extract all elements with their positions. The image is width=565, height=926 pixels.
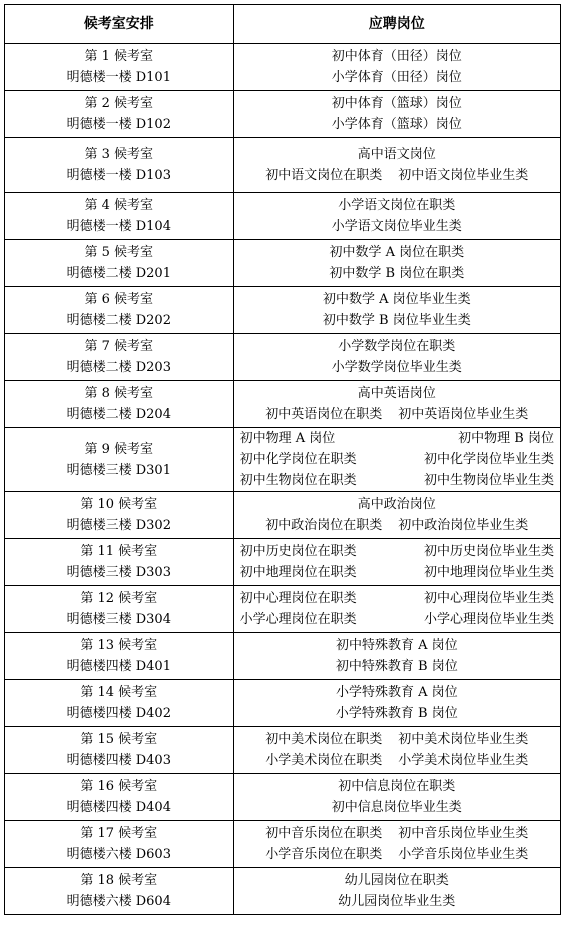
position-line <box>234 383 560 404</box>
position-item: 初中历史岗位在职类 <box>239 544 357 559</box>
position-line <box>234 494 560 515</box>
position-item: 初中心理岗位在职类 <box>239 591 357 606</box>
position-line <box>234 823 560 844</box>
position-line <box>234 357 560 378</box>
position-item: 初中生物岗位毕业生类 <box>423 473 554 488</box>
position-line <box>234 682 560 703</box>
position-item: 小学心理岗位毕业生类 <box>423 612 554 627</box>
room-cell <box>5 334 234 381</box>
position-line <box>234 729 560 750</box>
position-line <box>234 93 560 114</box>
room-location: 明德楼二楼 D203 <box>66 360 171 375</box>
position-item: 幼儿园岗位在职类 <box>344 873 449 888</box>
position-cell <box>233 193 560 240</box>
position-item: 小学数学岗位在职类 <box>338 339 456 354</box>
room-name: 第 17 候考室 <box>80 826 158 841</box>
position-item: 小学美术岗位在职类 <box>265 753 383 768</box>
room-location: 明德楼三楼 D301 <box>66 462 171 478</box>
room-name: 第 7 候考室 <box>84 339 154 354</box>
position-item: 初中数学 A 岗位毕业生类 <box>322 292 471 307</box>
position-cell <box>233 240 560 287</box>
position-cell <box>233 586 560 633</box>
room-cell <box>5 586 234 633</box>
room-location: 明德楼一楼 D104 <box>66 219 171 234</box>
position-cell <box>233 287 560 334</box>
position-cell <box>233 774 560 821</box>
table-row <box>5 334 561 381</box>
position-line <box>234 635 560 656</box>
room-cell <box>5 138 234 193</box>
position-cell <box>233 381 560 428</box>
position-cell <box>233 428 560 492</box>
position-line <box>234 144 560 165</box>
position-cell <box>233 492 560 539</box>
position-item: 初中化学岗位毕业生类 <box>423 452 554 467</box>
room-location: 明德楼一楼 D101 <box>66 70 171 85</box>
table-row <box>5 633 561 680</box>
position-item: 初中物理 B 岗位 <box>458 431 554 446</box>
position-cell <box>233 138 560 193</box>
position-cell <box>233 334 560 381</box>
position-item: 初中数学 A 岗位在职类 <box>329 245 465 260</box>
position-item: 小学语文岗位毕业生类 <box>331 219 462 234</box>
room-name: 第 6 候考室 <box>84 292 154 307</box>
room-cell <box>5 868 234 915</box>
room-cell <box>5 774 234 821</box>
position-item: 高中语文岗位 <box>357 147 436 162</box>
room-cell <box>5 44 234 91</box>
position-line <box>234 165 560 186</box>
position-line <box>234 844 560 865</box>
position-item: 初中特殊教育 A 岗位 <box>335 638 458 653</box>
position-item: 初中政治岗位在职类 <box>265 518 383 533</box>
position-item: 初中物理 A 岗位 <box>239 431 336 446</box>
position-item: 初中语文岗位在职类 <box>265 168 383 183</box>
room-cell <box>5 287 234 334</box>
room-cell <box>5 821 234 868</box>
table-row <box>5 240 561 287</box>
position-line <box>234 114 560 135</box>
position-item: 小学美术岗位毕业生类 <box>398 753 529 768</box>
table-row <box>5 381 561 428</box>
position-cell <box>233 44 560 91</box>
table-row <box>5 44 561 91</box>
room-location: 明德楼四楼 D401 <box>66 659 171 674</box>
table-row <box>5 193 561 240</box>
table-row <box>5 428 561 492</box>
header-row <box>5 5 561 44</box>
table-row <box>5 287 561 334</box>
room-name: 第 14 候考室 <box>80 685 158 700</box>
position-item: 初中信息岗位在职类 <box>338 779 456 794</box>
position-item: 初中数学 B 岗位在职类 <box>329 266 465 281</box>
table-row <box>5 821 561 868</box>
room-name: 第 5 候考室 <box>84 245 154 260</box>
room-name: 第 4 候考室 <box>84 198 154 213</box>
position-item: 幼儿园岗位毕业生类 <box>338 894 456 909</box>
table-row <box>5 586 561 633</box>
position-item: 初中心理岗位毕业生类 <box>423 591 554 606</box>
room-location: 明德楼一楼 D103 <box>66 168 171 183</box>
room-cell <box>5 633 234 680</box>
room-cell <box>5 240 234 287</box>
position-cell <box>233 727 560 774</box>
table-body <box>5 44 561 915</box>
room-name: 第 2 候考室 <box>84 96 154 111</box>
room-location: 明德楼四楼 D403 <box>66 753 171 768</box>
header-room: 候考室安排 <box>5 5 234 44</box>
position-line <box>234 588 560 609</box>
position-item: 初中美术岗位在职类 <box>265 732 383 747</box>
table-row <box>5 138 561 193</box>
position-item: 初中数学 B 岗位毕业生类 <box>322 313 471 328</box>
room-name: 第 3 候考室 <box>84 147 154 162</box>
position-item: 初中地理岗位毕业生类 <box>423 565 554 580</box>
position-line <box>234 703 560 724</box>
position-cell <box>233 91 560 138</box>
position-item: 小学音乐岗位在职类 <box>265 847 383 862</box>
position-line <box>234 541 560 562</box>
room-location: 明德楼四楼 D404 <box>66 800 171 815</box>
position-line <box>234 656 560 677</box>
position-item: 初中历史岗位毕业生类 <box>423 544 554 559</box>
position-item: 初中音乐岗位在职类 <box>265 826 383 841</box>
position-item: 小学语文岗位在职类 <box>338 198 456 213</box>
position-line <box>234 609 560 630</box>
waiting-room-table <box>4 4 561 915</box>
room-cell <box>5 91 234 138</box>
position-line <box>234 470 560 491</box>
room-name: 第 16 候考室 <box>80 779 158 794</box>
position-item: 初中政治岗位毕业生类 <box>398 518 529 533</box>
position-line <box>234 449 560 470</box>
room-name: 第 10 候考室 <box>80 497 158 512</box>
room-location: 明德楼二楼 D202 <box>66 313 171 328</box>
table-row <box>5 774 561 821</box>
position-item: 初中语文岗位毕业生类 <box>398 168 529 183</box>
position-item: 小学特殊教育 A 岗位 <box>335 685 458 700</box>
room-name: 第 11 候考室 <box>80 544 158 559</box>
position-item: 初中地理岗位在职类 <box>239 565 357 580</box>
position-item: 高中英语岗位 <box>357 386 436 401</box>
position-item: 初中体育（田径）岗位 <box>331 49 462 64</box>
table-row <box>5 492 561 539</box>
position-cell <box>233 539 560 586</box>
position-item: 初中特殊教育 B 岗位 <box>335 659 458 674</box>
room-cell <box>5 428 234 492</box>
table-row <box>5 91 561 138</box>
table-row <box>5 868 561 915</box>
position-cell <box>233 633 560 680</box>
position-item: 小学特殊教育 B 岗位 <box>335 706 458 721</box>
position-line <box>234 797 560 818</box>
position-item: 初中信息岗位毕业生类 <box>331 800 462 815</box>
position-item: 小学音乐岗位毕业生类 <box>398 847 529 862</box>
position-line <box>234 263 560 284</box>
room-name: 第 18 候考室 <box>80 873 158 888</box>
position-line <box>234 67 560 88</box>
position-line <box>234 46 560 67</box>
position-item: 初中音乐岗位毕业生类 <box>398 826 529 841</box>
room-name: 第 13 候考室 <box>80 638 158 653</box>
room-name: 第 15 候考室 <box>80 732 158 747</box>
position-item: 小学体育（篮球）岗位 <box>331 117 462 132</box>
position-line <box>234 310 560 331</box>
position-cell <box>233 868 560 915</box>
room-location: 明德楼二楼 D201 <box>66 266 171 281</box>
position-item: 初中化学岗位在职类 <box>239 452 357 467</box>
room-cell <box>5 539 234 586</box>
position-item: 初中英语岗位在职类 <box>265 407 383 422</box>
position-line <box>234 750 560 771</box>
position-line <box>234 891 560 912</box>
position-item: 高中政治岗位 <box>357 497 436 512</box>
position-line <box>234 404 560 425</box>
room-cell <box>5 680 234 727</box>
position-line <box>234 428 560 449</box>
position-line <box>234 289 560 310</box>
position-item: 初中体育（篮球）岗位 <box>331 96 462 111</box>
position-item: 小学心理岗位在职类 <box>239 612 357 627</box>
position-cell <box>233 680 560 727</box>
room-location: 明德楼三楼 D303 <box>66 565 171 580</box>
room-cell <box>5 727 234 774</box>
position-line <box>234 336 560 357</box>
table-row <box>5 539 561 586</box>
room-name: 第 8 候考室 <box>84 386 154 401</box>
header-position: 应聘岗位 <box>233 5 560 44</box>
position-item: 小学数学岗位毕业生类 <box>331 360 462 375</box>
room-name: 第 12 候考室 <box>80 591 158 606</box>
position-cell <box>233 821 560 868</box>
position-item: 小学体育（田径）岗位 <box>331 70 462 85</box>
position-line <box>234 562 560 583</box>
room-cell <box>5 492 234 539</box>
table-row <box>5 680 561 727</box>
position-line <box>234 242 560 263</box>
position-line <box>234 776 560 797</box>
position-line <box>234 870 560 891</box>
position-item: 初中生物岗位在职类 <box>239 473 357 488</box>
room-location: 明德楼四楼 D402 <box>66 706 171 721</box>
table-row <box>5 727 561 774</box>
room-name: 第 9 候考室 <box>84 441 154 457</box>
room-name: 第 1 候考室 <box>84 49 154 64</box>
position-item: 初中美术岗位毕业生类 <box>398 732 529 747</box>
room-location: 明德楼三楼 D302 <box>66 518 171 533</box>
room-location: 明德楼六楼 D604 <box>66 894 171 909</box>
room-location: 明德楼一楼 D102 <box>66 117 171 132</box>
room-location: 明德楼六楼 D603 <box>66 847 171 862</box>
room-cell <box>5 381 234 428</box>
position-line <box>234 515 560 536</box>
position-item: 初中英语岗位毕业生类 <box>398 407 529 422</box>
room-location: 明德楼二楼 D204 <box>66 407 171 422</box>
room-location: 明德楼三楼 D304 <box>66 612 171 627</box>
position-line <box>234 216 560 237</box>
position-line <box>234 195 560 216</box>
room-cell <box>5 193 234 240</box>
